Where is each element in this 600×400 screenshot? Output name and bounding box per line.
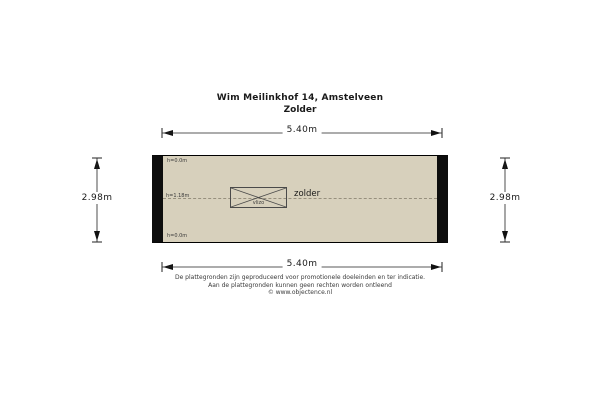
dimension-right-value: 2.98m: [489, 193, 521, 203]
loft-hatch-label: vlizo: [252, 200, 265, 206]
attic-room-plan: [152, 155, 448, 243]
ceiling-height-middle: h=1.18m: [166, 193, 190, 199]
disclaimer-block: [0, 274, 600, 297]
dimension-top-value: 5.40m: [283, 125, 322, 135]
disclaimer-line-2: Aan de plattegronden kunnen geen rechten worden ontleend: [208, 281, 392, 289]
dimension-left-value: 2.98m: [81, 193, 113, 203]
disclaimer-copyright: © www.objectence.nl: [267, 289, 333, 297]
dimension-top: [161, 124, 443, 136]
dimension-bottom-value: 5.40m: [283, 259, 322, 269]
floor-subtitle: Zolder: [283, 105, 317, 115]
ceiling-height-bottom: h=0.0m: [167, 233, 188, 239]
loft-hatch: [230, 187, 287, 208]
dimension-bottom: [161, 258, 443, 270]
room-name-label: zolder: [294, 189, 321, 199]
room-floor: [163, 156, 437, 242]
disclaimer-line-1: De plattegronden zijn geproduceerd voor promotionele doeleinden en ter indicatie.: [174, 274, 426, 281]
ceiling-height-top: h=0.0m: [167, 158, 188, 164]
page-title: Wim Meilinkhof 14, Amstelveen: [216, 93, 384, 103]
